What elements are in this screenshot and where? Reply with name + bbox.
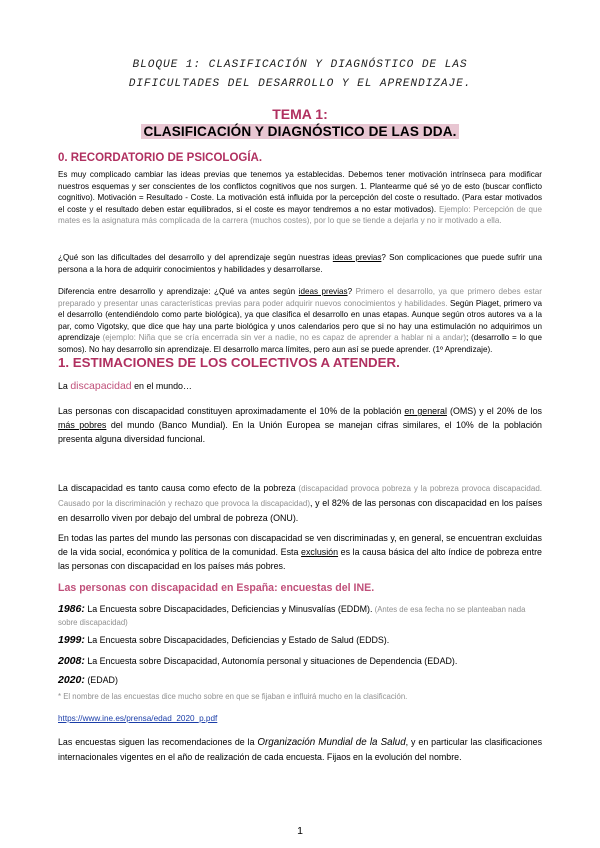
- section-1-intro: [58, 379, 542, 393]
- survey-year: 1986:: [58, 603, 85, 615]
- highlight-term: discapacidad: [70, 380, 132, 392]
- paragraph-text: (OMS) y el 20% de los: [446, 406, 542, 416]
- survey-name: La Encuesta sobre Discapacidades, Deficiencias y Minusvalías (EDDM).: [84, 604, 373, 614]
- paragraph-text: en el mundo…: [131, 381, 192, 391]
- survey-year: 2008:: [58, 655, 85, 667]
- section-0-paragraph-3: [58, 286, 542, 356]
- topic-title-wrap: [0, 123, 600, 141]
- topic-title: CLASIFICACIÓN Y DIAGNÓSTICO DE LAS DDA.: [143, 124, 457, 139]
- paragraph-text: ?: [347, 287, 353, 296]
- paragraph-text: ? Son complicaciones que puede sufrir una persona a la hora de adquirir conocimientos y habilidades y desarrollarse.: [58, 253, 543, 274]
- paragraph-text: , y en particular las clasificaciones internacionales vigentes en el año de realización de cada encuesta. Fijaos en la evolución del nombre.: [58, 737, 543, 762]
- section-0-paragraph-2: [58, 252, 542, 275]
- ine-surveys-subheading: Las personas con discapacidad en España: encuestas del INE.: [58, 582, 375, 594]
- paragraph-text: Las encuestas siguen las recomendaciones de la: [58, 737, 258, 747]
- topic-label: TEMA 1:: [272, 106, 328, 122]
- block-title-line-2: DIFICULTADES DEL DESARROLLO Y EL APRENDIZAJE.: [128, 78, 472, 90]
- survey-year: 1999:: [58, 634, 85, 646]
- section-0-heading: 0. RECORDATORIO DE PSICOLOGÍA.: [58, 152, 263, 164]
- underlined-term: en general: [404, 406, 447, 416]
- section-1-closing-paragraph: [58, 735, 542, 764]
- example-note: (discapacidad provoca pobreza y la pobreza provoca discapacidad. Causado por la discriminación y rechazo que provoca la discapacidad): [58, 484, 542, 508]
- paragraph-text: La: [58, 381, 71, 391]
- surveys-footnote: * El nombre de las encuestas dice mucho sobre en que se fijaban e influirá mucho en la clasificación.: [58, 692, 408, 701]
- survey-name: La Encuesta sobre Discapacidad, Autonomía personal y situaciones de Dependencia (EDAD).: [84, 656, 458, 666]
- block-title-line-1: BLOQUE 1: CLASIFICACIÓN Y DIAGNÓSTICO DE LAS: [132, 59, 468, 71]
- survey-note: (Antes de esa fecha no se planteaban nada sobre discapacidad): [58, 605, 526, 627]
- paragraph-text: del mundo (Banco Mundial). En la Unión Europea se manejan cifras similares, el 10% de la población presenta alguna diversidad funcional.: [58, 420, 542, 444]
- page-number: 1: [297, 825, 303, 837]
- example-note: Ejemplo: Percepción de que mates es la asignatura más complicada de la carrera (muchos costes), por lo que se tiende a dejarla y no ir motivado a ella.: [58, 204, 542, 226]
- survey-item-2020: [58, 674, 544, 686]
- section-1-paragraph-3: [58, 531, 542, 573]
- underlined-term: ideas previas: [332, 253, 382, 262]
- section-1-heading: 1. ESTIMACIONES DE LOS COLECTIVOS A ATENDER.: [58, 355, 400, 370]
- survey-item-1986: [58, 603, 544, 629]
- paragraph-text: , y el 82% de las personas con discapacidad en los países en desarrollo viven por debajo del umbral de pobreza (ONU).: [58, 498, 543, 523]
- paragraph-text: La discapacidad es tanto causa como efecto de la pobreza: [58, 483, 296, 493]
- paragraph-text: Es muy complicado cambiar las ideas previas que tenemos ya establecidas. Debemos tener motivación intrínseca para modificar nuestros esquemas y ser conscientes de los conflictos cognitivos que nos surgen. 1. Plantearme qué sé yo de esto (buscar conflicto cognitivo). Motivación = Resultado - Coste. La motivación está influida por la percepción del coste o resultado. (Para estar motivados el coste y el resultado deben estar equilibrados, si el coste es mayor tendremos a no estar motivados).: [58, 170, 542, 214]
- section-1-paragraph-1: [58, 404, 542, 446]
- paragraph-text: Según Piaget, primero va el desarrollo (entendiéndolo como parte biológica), ya que clasifica el desarrollo en unas etapas. Aunque según otros autores va a la par, como Vigotsky, que dice que hay una parte biológica y unos calendarios pero que si no hay una estimulación no adquirimos un aprendizaje: [58, 298, 542, 343]
- paragraph-text: En todas las partes del mundo las personas con discapacidad se ven discriminadas y, en general, se encuentran excluidas de la vida social, económica y política de la comunidad. Esta: [58, 533, 542, 557]
- underlined-term: exclusión: [301, 547, 339, 557]
- section-1-paragraph-2: [58, 481, 542, 525]
- paragraph-text: es la causa básica del alto índice de pobreza entre las personas con discapacidad en los países más pobres.: [58, 547, 542, 571]
- organization-name: Organización Mundial de la Salud: [257, 737, 406, 748]
- paragraph-text: Diferencia entre desarrollo y aprendizaje: ¿Qué va antes según: [58, 287, 299, 296]
- section-0-paragraph-1: [58, 169, 542, 227]
- example-note: Primero el desarrollo, ya que primero debes estar preparado y presentar unas características previas para poder adquirir nuevos conocimientos y habilidades.: [58, 287, 542, 308]
- survey-item-2008: [58, 655, 544, 667]
- paragraph-text: ¿Qué son las dificultades del desarrollo y del aprendizaje según nuestras: [58, 253, 333, 262]
- survey-item-1999: [58, 634, 544, 646]
- survey-year: 2020:: [58, 674, 85, 686]
- paragraph-text: ; (desarrollo = lo que somos). No hay desarrollo sin aprendizaje. El desarrollo marca límites, pero aun así se puede aprender. (1º Aprendizaje).: [58, 333, 542, 354]
- ine-report-link[interactable]: https://www.ine.es/prensa/edad_2020_p.pdf: [58, 714, 218, 723]
- paragraph-text: Las personas con discapacidad constituyen aproximadamente el 10% de la población: [58, 406, 405, 416]
- block-title: [58, 56, 542, 94]
- example-note: (ejemplo: Niña que se cría encerrada sin ver a nadie, no es capaz de aprender a hablar ni a andar): [99, 333, 467, 343]
- survey-name: La Encuesta sobre Discapacidades, Deficiencias y Estado de Salud (EDDS).: [84, 635, 390, 645]
- survey-name: (EDAD): [84, 675, 118, 685]
- underlined-term: ideas previas: [298, 287, 348, 296]
- underlined-term: más pobres: [58, 420, 107, 430]
